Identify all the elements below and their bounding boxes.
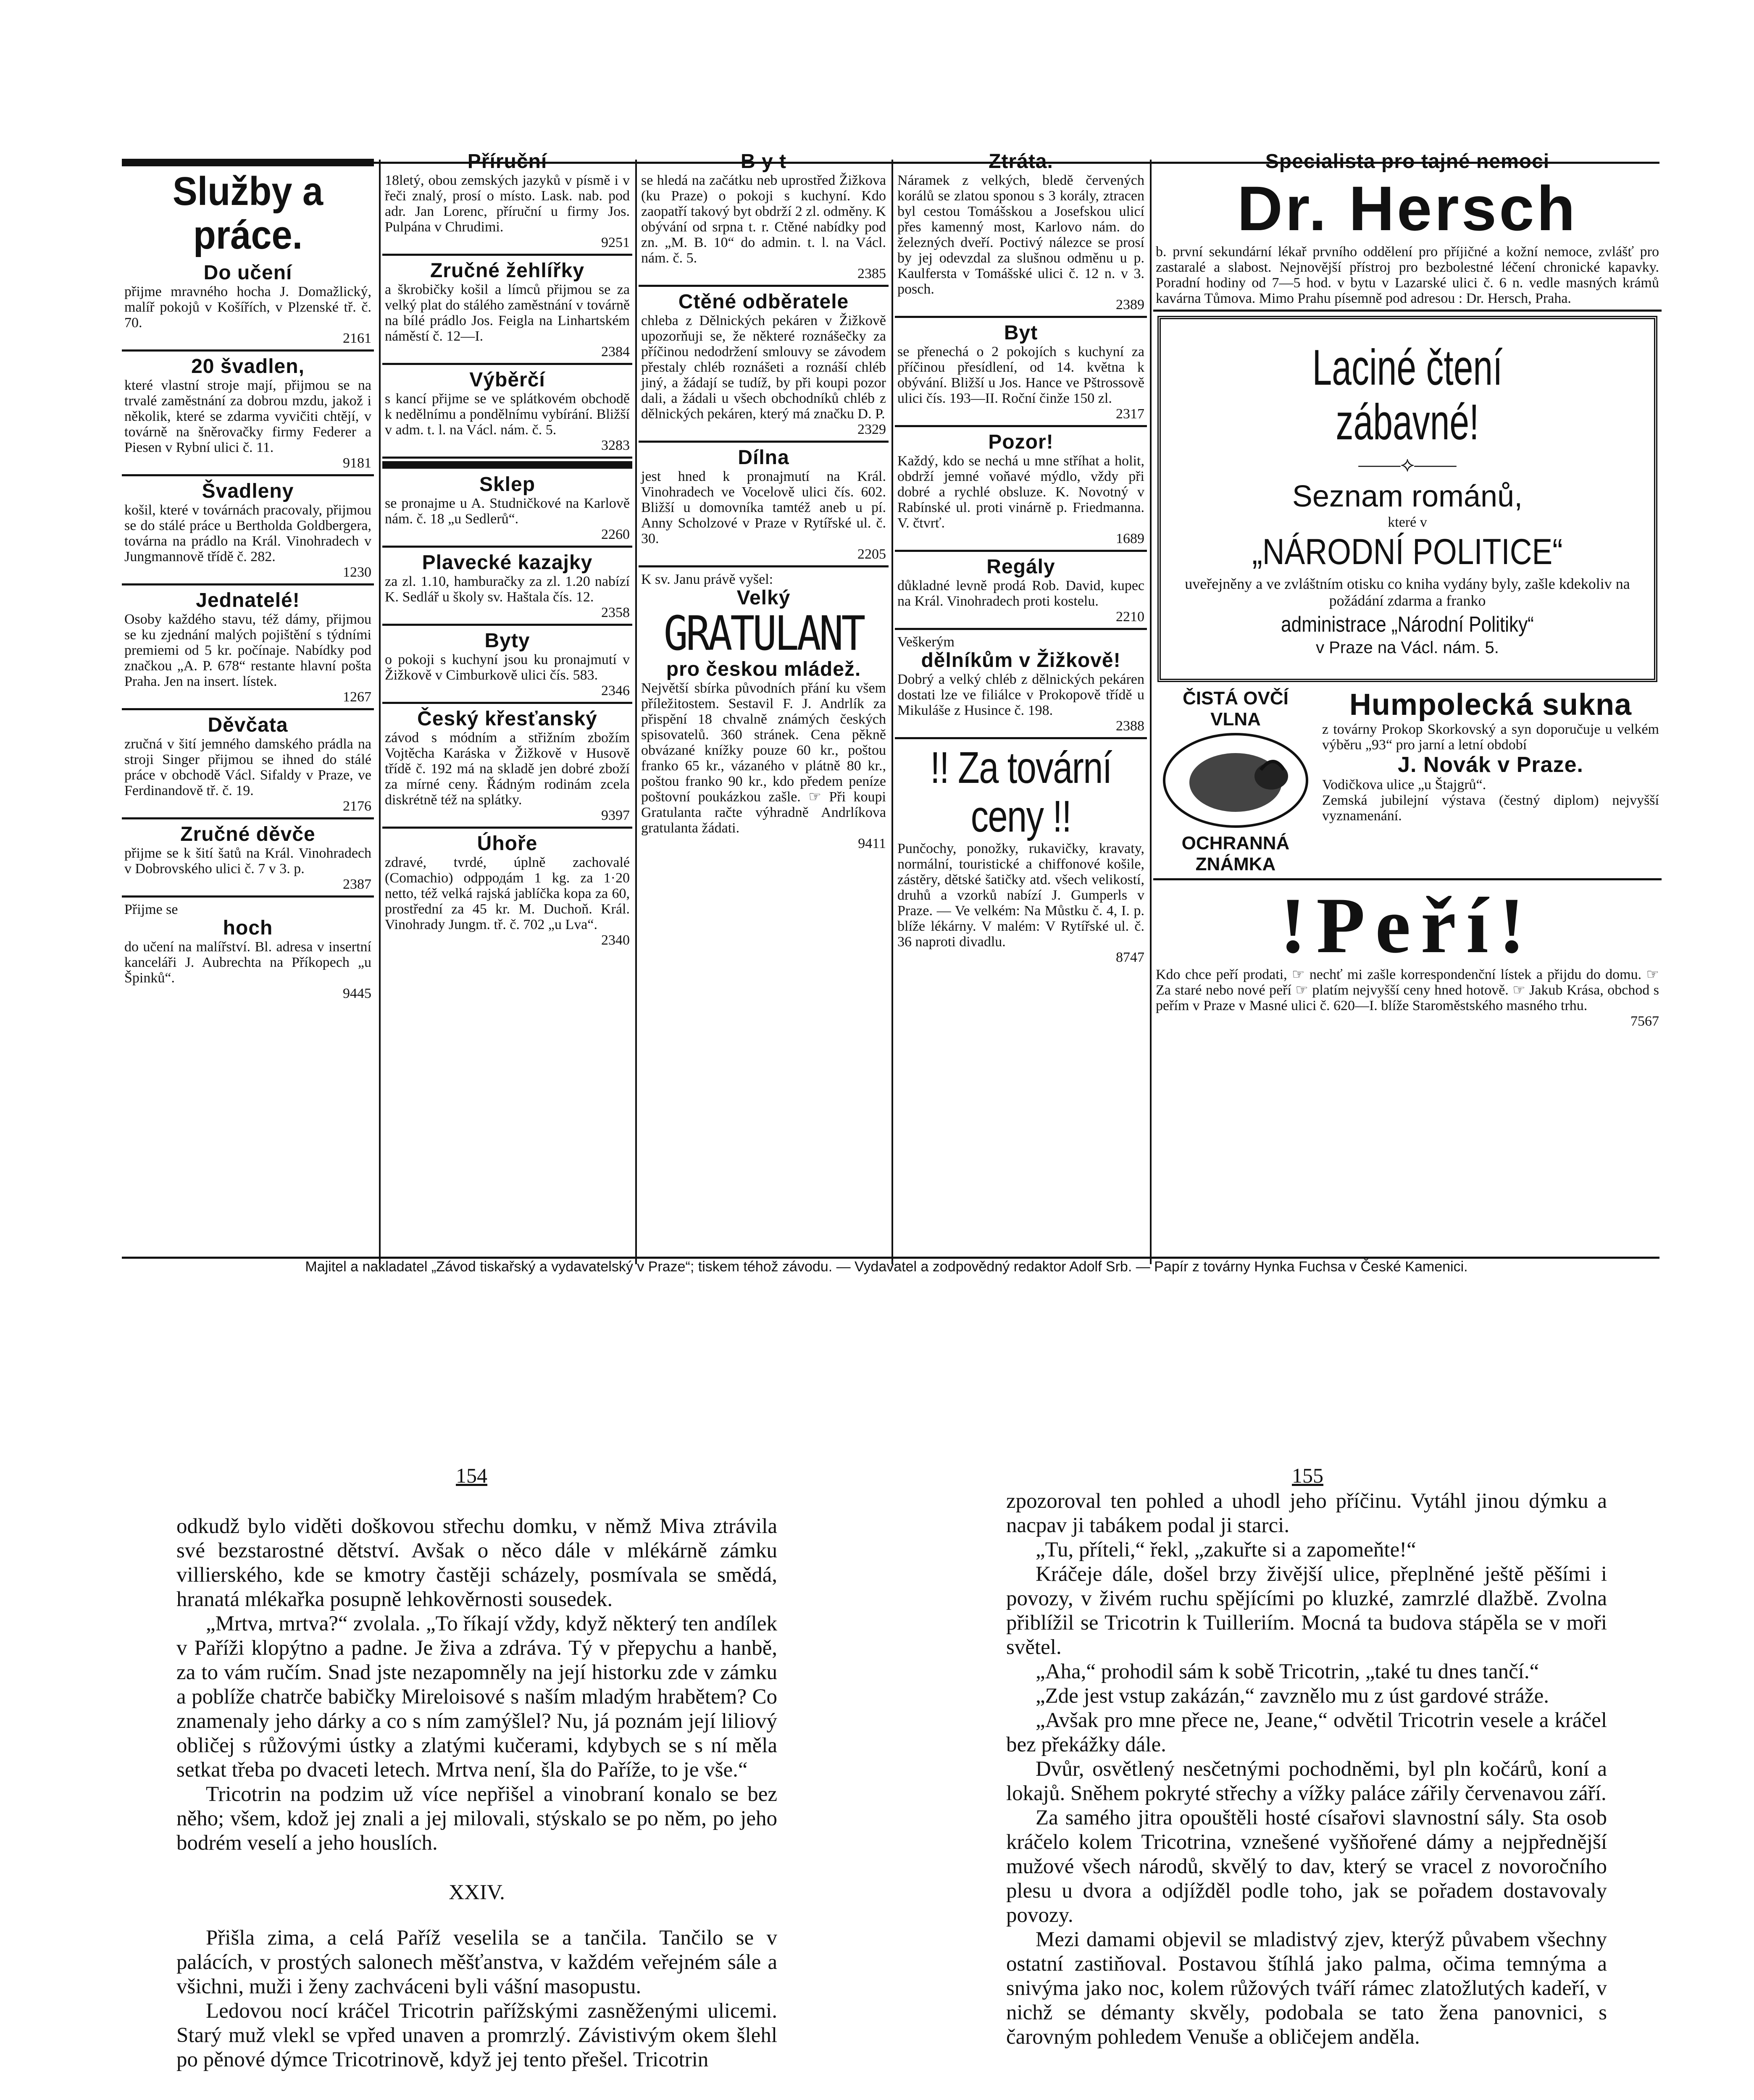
roman-title: Laciné čtení zábavné! — [1312, 339, 1503, 450]
ad-item — [895, 430, 1147, 552]
roman-which: které v — [1388, 514, 1427, 530]
ad-number: 9411 — [858, 836, 886, 851]
ad-text: se hledá na začátku neb uprostřed Žižkova (ku Praze) o pokoji s kuchyní. Kdo zaopatří takový byt obdrží 2 zl. odměny. K obývání od srpna t. r. Ctěné nabídky pod zn. „M. B. 10“ do admin. t. l. na Václ. nám. č. 5. — [641, 173, 886, 266]
ad-text: se pronajme u A. Studničkové na Karlově nám. č. 18 „u Sedlerů“. — [385, 496, 630, 527]
ad-text: Osoby každého stavu, též dámy, přijmou se ku zjednání malých pojištění s týdními premiemi od 5 kr. počínaje. Nabídky pod značkou „A. P. 678“ restante hlavní pošta Praha. Jen na insert. lístek. — [124, 612, 371, 689]
paragraph: odkudž bylo viděti doškovou střechu domku, v němž Miva ztrávila své bezstarostné dětství. Avšak o něco dále v mlékárně zámku villierského, kde se kmotry častěji scházely, posmívala se smědá, hranatá mlékařka posupně lehkověrnosti sousedek. — [176, 1515, 777, 1611]
ad-title: Regály — [986, 556, 1055, 578]
sheep-logo-icon — [1160, 730, 1311, 831]
ad-text: za zl. 1.10, hamburačky za zl. 1.20 nabízí K. Sedlář u školy sv. Haštala čís. 12. — [385, 574, 630, 605]
wool-trademark — [1156, 688, 1315, 875]
ad-item — [382, 258, 632, 365]
paragraph: Přišla zima, a celá Paříž veselila se a tančila. Tančilo se v palácích, v prostých salonech měšťanstva, v každém veřejném sále a všichni, muži i ženy zachváceni byli vášní masopustu. — [176, 1926, 777, 1998]
ad-text: z továrny Prokop Skorkovský a syn doporučuje u velkém výběru „93“ pro jarní a letní období — [1322, 722, 1659, 753]
ad-number: 9181 — [343, 455, 371, 471]
ad-number: 2210 — [1116, 609, 1144, 625]
ads-column-2 — [382, 149, 632, 1258]
ad-pre: K sv. Janu právě vyšel: — [641, 572, 773, 587]
ad-text: Kdo chce peří prodati, ☞ nechť mi zašle korrespondenční lístek a přijdu do domu. ☞ Za staré nebo nové peří ☞ platím nejvyšší ceny hned hotově. ☞ Jakub Krása, obchod s peřím v Praze v Masné ulici č. 620—I. blíže Staroměstského masného trhu. — [1156, 967, 1659, 1013]
ad-item — [639, 445, 889, 567]
ad-text: Největší sbírka původních přání ku všem příležitostem. Sestavil F. J. Andrlík za přispění 18 chvalně známých českých spisovatelů. 360 stránek. Cena pěkně obvázané knížky pouze 60 kr., poštou franko 65 kr., vázaného v plátně 80 kr., poštou franko 90 kr., kdo předem peníze poštovní poukázkou zašle. ☞ Při koupi Gratulanta račte výhradně Andrlíkova gratulanta žádati. — [641, 680, 886, 836]
logo-top-text: ČISTÁ OVČÍ VLNA — [1183, 688, 1289, 730]
ad-text: 18letý, obou zemských jazyků v písmě i v řeči znalý, prosí o místo. Lask. nab. pod adr. Jan Lorenc, příruční u firmy Jos. Pulpána v Chrudimi. — [385, 173, 630, 235]
humpolec-ad — [1153, 686, 1662, 880]
ad-number: 2388 — [1116, 718, 1144, 734]
paragraph: „Tu, příteli,“ řekl, „zakuřte si a zapomeňte!“ — [1036, 1538, 1416, 1562]
ad-title: Zručné žehlířky — [430, 260, 585, 282]
ad-item — [122, 900, 374, 1005]
ad-item — [895, 742, 1147, 969]
ad-title: Český křesťanský — [417, 708, 597, 730]
ad-text: košil, které v továrnách pracovaly, přijmou se do stálé práce u Bertholda Goldbergera, továrna na prádlo na Král. Vinohradech v Jungmannově třídě č. 282. — [124, 502, 371, 564]
ad-number: 2389 — [1116, 297, 1144, 312]
ad-title: Jednatelé! — [196, 589, 300, 612]
ad-text: Dobrý a velký chléb z dělnických pekáren dostati lze ve filiálce v Prokopově třídě u Mikuláše z Husince č. 198. — [897, 672, 1144, 718]
ad-title: hoch — [223, 917, 273, 939]
ad-item — [382, 831, 632, 951]
ad-title: Ztráta. — [989, 150, 1053, 173]
paragraph: Za samého jitra opouštěli hosté císařovi slavnostní sály. Sta osob kráčelo kolem Tricotrina, vznešené vyšňořené dámy a nejpřednější mužové všech národů, skvělý to dav, který se vracel z novoročního plesu u dvora a odjížděl podle toho, jak se pořadem dostavovaly povozy. — [1006, 1806, 1607, 1927]
ad-text: s kancí přijme se ve splátkovém obchodě k nedělnímu a pondělnímu vybírání. Bližší v adm. t. l. na Václ. nám. č. 5. — [385, 391, 630, 438]
ad-number: 2358 — [601, 605, 630, 620]
ad-text: do učení na malířství. Bl. adresa v insertní kanceláři J. Aubrechta na Příkopech „u Špinků“. — [124, 939, 371, 986]
ad-item — [382, 368, 632, 459]
ad-text: Náramek z velkých, bledě červených korálů se zlatou sponou s 3 korály, ztracen byl cestou Tomášskou a Josefskou ulicí přes kamenný most, Karlovo nám. do železných dveří. Poctivý nálezce se prosí by jej odevzdal za slušnou odměnu u p. Kaulfersta v Tomášské ulici č. 12 n. v 3. posch. — [897, 173, 1144, 297]
ads-column-3 — [639, 149, 889, 1258]
ad-pre: Přijme se — [124, 902, 178, 917]
ad-title: Sklep — [479, 473, 536, 496]
ad-text: závod s módním a střižním zbožím Vojtěcha Karáska v Žižkově v Husově třídě č. 192 má na skladě jen dobré zboží za mírné ceny. Řádným rodinám zcela diskrétně též na splátky. — [385, 730, 630, 808]
ad-firm: J. Novák v Praze. — [1398, 753, 1583, 777]
ad-item — [382, 706, 632, 829]
ad-item — [895, 320, 1147, 427]
section-title: Služby a práce. — [172, 169, 323, 257]
ad-address: Vodičkova ulice „u Štajgrů“. — [1322, 777, 1486, 793]
ad-number: 1267 — [343, 689, 371, 705]
ad-number: 1689 — [1116, 531, 1144, 546]
ad-title: Dílna — [738, 446, 789, 469]
ads-column-1 — [122, 159, 374, 1268]
book-page-right — [1006, 1489, 1607, 2049]
column-divider — [1150, 160, 1152, 1264]
ad-title: Humpolecká sukna — [1349, 688, 1632, 722]
ad-text: Punčochy, ponožky, rukavičky, kravaty, normální, touristické a chiffonové košile, zástěry, dětské šatičky atd. všech velikostí, druhů a vzorků nabízí J. Gumperls v Praze. — Ve velkém: Na Můstku č. 4, I. p. blíže lékárny. V malém: V Rytířské ul. č. 36 naproti divadlu. — [897, 841, 1144, 950]
book-page-left — [176, 1514, 777, 2072]
ad-item — [122, 713, 374, 819]
paragraph: „Aha,“ prohodil sám k sobě Tricotrin, „také tu dnes tančí.“ — [1036, 1660, 1539, 1683]
chapter-heading: XXIV. — [449, 1881, 505, 1904]
ad-title: Byty — [484, 630, 530, 652]
page-number-left: 154 — [456, 1464, 487, 1487]
logo-bottom-text: OCHRANNÁ ZNÁMKA — [1181, 833, 1290, 874]
ad-number: 2387 — [343, 877, 371, 892]
ad-number: 2176 — [343, 798, 371, 814]
ad-title: Úhoře — [477, 832, 538, 855]
ad-number: 2340 — [601, 932, 630, 948]
section-bar — [382, 461, 632, 469]
ad-item — [122, 479, 374, 585]
roman-ad — [1157, 316, 1657, 682]
ad-title: Do učení — [203, 262, 292, 284]
ad-text: přijme se k šití šatů na Král. Vinohradech v Dobrovského ulici č. 7 v 3. p. — [124, 845, 371, 877]
ad-item — [895, 633, 1147, 739]
ad-subtitle: pro českou mládež. — [666, 658, 861, 680]
column-divider — [891, 160, 893, 1264]
paragraph: Tricotrin na podzim už více nepřišel a vinobraní konalo se bez něho; všem, kdož jej znali a jej milovali, stýskalo se po něm, po jeho bodrém veselí a jeho houslích. — [176, 1782, 777, 1855]
ad-number: 2260 — [601, 527, 630, 542]
ad-kicker: Specialista pro tajné nemoci — [1265, 150, 1550, 173]
paragraph: Ledovou nocí kráčel Tricotrin pařížskými zasněženými ulicemi. Starý muž vlekl se vpřed unaven a promrzlý. Závistivým okem šlehl po pěnové dýmce Tricotrinově, když jej tento přešel. Tricotrin — [176, 1999, 777, 2071]
hersch-name: Dr. Hersch — [1237, 173, 1578, 244]
ad-title: Plavecké kazajky — [422, 551, 593, 574]
ad-text: zdravé, tvrdé, úplně zachovalé (Comachio) odpродám 1 kg. za 1·20 netto, též velká rajská jablíčka kopa za 60, prostřední za 45 kr. M. Duchoň. Král. Vinohrady Jungm. tř. č. 702 „u Lva“. — [385, 855, 630, 932]
ad-number: 2385 — [857, 266, 886, 281]
roman-address: v Praze na Václ. nám. 5. — [1316, 638, 1499, 657]
ad-text: chleba z Dělnických pekáren v Žižkově upozorňuji se, že některé roznášečky za příčinou nedodržení smlouvy se závodem přestaly chléb roznášeti a roznáší chléb jiný, a žádají se tudíž, by při koupi pozor dali, a žádali u všech obchodníků chléb z dělnických pekáren, který má značku D. P. — [641, 313, 886, 422]
column-divider — [635, 160, 637, 1264]
ad-title: Pozor! — [988, 431, 1054, 453]
ad-item — [639, 149, 889, 287]
paragraph: „Mrtva, mrtva?“ zvolala. „To říkají vždy, když některý ten andílek v Paříži klopýtno a padne. Je živa a zdráva. Tý v přepychu a hanbě, za to vám ručím. Snad jste nezapomněly na její historku zde v zámku a poblíže chatrče babičky Mireloisové s naším mladým hrabětem? Co znamenaly jeho dárky a co s ním zamýšlel? Nu, já poznám její liliový obličej s růžovými ústky a zlatými kučerami, kdybych se s ní měla setkat třeba po dvaceti letech. Mrtva není, šla do Paříže, to je vše.“ — [176, 1612, 777, 1782]
ad-number: 9397 — [601, 808, 630, 823]
ad-text: přijme mravného hocha J. Domažlický, malíř pokojů v Košířích, v Plzenské tř. č. 70. — [124, 284, 371, 331]
paragraph: Dvůr, osvětlený nesčetnými pochodněmi, byl pln kočárů, koní a lokajů. Sněhem pokryté střechy a vížky paláce zářily červenavou září. — [1006, 1757, 1607, 1805]
ad-number: 2317 — [1116, 406, 1144, 422]
roman-admin: administrace „Národní Politiky“ — [1281, 612, 1534, 637]
ad-number: 1230 — [343, 564, 371, 580]
ads-column-5 — [1153, 149, 1662, 1258]
ad-text: uveřejněny a ve zvláštním otisku co kniha vydány byly, zašle kdekoliv na požádání zdarma a franko — [1185, 575, 1630, 609]
roman-subtitle: Seznam románů, — [1292, 480, 1523, 513]
ad-title: Příruční — [467, 150, 547, 173]
ad-number: 9445 — [343, 986, 371, 1001]
ad-pre: Veškerým — [897, 634, 955, 650]
ad-item — [122, 588, 374, 710]
gratulant-title: GRATULANT — [663, 606, 864, 661]
paragraph: Mezi damami objevil se mladistvý zjev, kterýž půvabem všechny ostatní zastiňoval. Postavou štíhlá jako palma, očima temnýma a snivýma jako noc, kolem růžových tváří rámec zlatožlutých kadeří, v nichž se démanty skvěly, podobala se tato žena panovnici, s čarovným pohledem Venuše a obličejem anděla. — [1006, 1928, 1607, 2049]
factory-prices-title: !! Za tovární ceny !! — [930, 743, 1112, 841]
ad-title: Zručné děvče — [180, 823, 316, 845]
ad-title: Ctěné odběratele — [678, 291, 849, 313]
ad-title: Velký — [736, 587, 791, 609]
ad-text: jest hned k pronajmutí na Král. Vinohradech ve Vocelově ulici čís. 602. Bližší u domovníka tamtéž aneb u pí. Anny Scholzové v Praze v Rytířské ul. č. 30. — [641, 469, 886, 546]
paragraph: „Avšak pro mne přece ne, Jeane,“ odvětil Tricotrin vesele a kráčel bez překážky dále. — [1006, 1709, 1607, 1756]
ad-award: Zemská jubilejní výstava (čestný diplom) nejvyšší vyznamenání. — [1322, 793, 1659, 824]
ad-number: 8747 — [1116, 950, 1144, 965]
ad-title: Byt — [1004, 322, 1038, 344]
ad-number: 2329 — [857, 422, 886, 437]
ad-text: se přenechá o 2 pokojích s kuchyní za příčinou přesídlení, od 14. května k obývání. Bližší u Jos. Hance ve Pštrossově ulici čís. 193—II. Roční činže 150 zl. — [897, 344, 1144, 406]
peri-title: !Peří! — [1279, 882, 1536, 970]
ad-number: 2205 — [857, 546, 886, 562]
ad-text: a škrobičky košil a límců přijmou se za velký plat do stálého zaměstnání v továrně na bílé prádlo Jos. Feigla na Linhartském náměstí č. 12—I. — [385, 282, 630, 344]
ad-number: 2346 — [601, 683, 630, 698]
ad-item — [639, 289, 889, 443]
ad-item — [382, 628, 632, 704]
ad-text: které vlastní stroje mají, přijmou se na trvalé zaměstnání za dobrou mzdu, jakož i několik, které se zdarma vyvičiti chtějí, v továrně na šněrovačky firmy Federer a Piesen v Rybní ulici č. 11. — [124, 378, 371, 455]
paragraph: „Zde jest vstup zakázán,“ zavznělo mu z úst gardové stráže. — [1036, 1684, 1549, 1708]
ad-item — [382, 472, 632, 548]
ad-text: b. první sekundární lékař prvního oddělení pro příjičné a kožní nemoce, zvlášť pro zastaralé a slabost. Nejnovější přístroj pro bezbolestné léčení chronické kapavky. Poradní hodiny od 7—5 hod. v bytu v Lazarské ulici č. 6 n. vedle masných krámů kavárna Tůmova. Mimo Prahu písemně pod adresou : Dr. Hersch, Praha. — [1156, 244, 1659, 306]
ad-number: 7567 — [1630, 1013, 1659, 1029]
hersch-ad — [1153, 149, 1662, 312]
ad-title: dělníkům v Žižkově! — [921, 649, 1121, 672]
humpolec-text-block — [1322, 688, 1659, 875]
section-bar — [122, 159, 374, 166]
ad-item — [382, 149, 632, 256]
paragraph: Kráčeje dále, došel brzy živější ulice, přeplněné ještě pěšími i povozy, v živém ruchu spějícími po kluzké, zamrzlé dlažbě. Zvolna přiblížil se Tricotrin k Tuilleriím. Mocná ta budova stápěla se v moři světel. — [1006, 1562, 1607, 1659]
ornament-divider: ——⟡—— — [1358, 452, 1457, 476]
imprint-footer: Majitel a nakladatel „Závod tiskařský a vydavatelský v Praze“; tiskem téhož závodu. — Vydavatel a zodpovědný redaktor Adolf Srb. — Papír z továrny Hynka Fuchsa v České Kamenici. — [305, 1259, 1468, 1275]
page-number-right: 155 — [1292, 1464, 1323, 1487]
ad-item — [122, 354, 374, 476]
ad-text: zručná v šití jemného damského prádla na stroji Singer přijmou se ihned do stálé práce v obchodě Václ. Sifaldy v Praze, ve Ferdinandově tř. č. 19. — [124, 736, 371, 798]
ad-text: důkladné levně prodá Rob. David, kupec na Král. Vinohradech proti kostelu. — [897, 578, 1144, 609]
ad-text: Každý, kdo se nechá u mne stříhat a holit, obdrží jemné voňavé mýdlo, vždy při dobré a rychlé obsluze. K. Novotný v Rabínské ul. proti vinárně p. Friedmanna. V. čtvrť. — [897, 453, 1144, 531]
ad-item — [382, 550, 632, 626]
ad-item — [895, 554, 1147, 630]
ad-text: o pokoji s kuchyní jsou ku pronajmutí v Žižkově v Cimburkově ulici čís. 583. — [385, 652, 630, 683]
ad-item — [122, 822, 374, 898]
ad-number: 2161 — [343, 331, 371, 346]
paragraph: zpozoroval ten pohled a uhodl jeho příčinu. Vytáhl jinou dýmku a nacpav ji tabákem podal ji starci. — [1006, 1489, 1607, 1537]
np-title: „NÁRODNÍ POLITICE“ — [1252, 532, 1563, 572]
ad-title: Švadleny — [202, 480, 294, 502]
ad-title: B y t — [740, 150, 786, 173]
ad-number: 3283 — [601, 438, 630, 453]
ads-column-4 — [895, 149, 1147, 1258]
column-divider — [379, 160, 381, 1264]
ad-item — [122, 260, 374, 352]
ad-title: 20 švadlen, — [191, 355, 305, 378]
ad-number: 9251 — [601, 235, 630, 250]
ad-title: Výběrčí — [469, 369, 545, 391]
ad-item — [895, 149, 1147, 318]
ad-number: 2384 — [601, 344, 630, 360]
peri-ad — [1153, 883, 1662, 1032]
ad-title: Děvčata — [208, 714, 288, 736]
ad-item — [639, 570, 889, 855]
